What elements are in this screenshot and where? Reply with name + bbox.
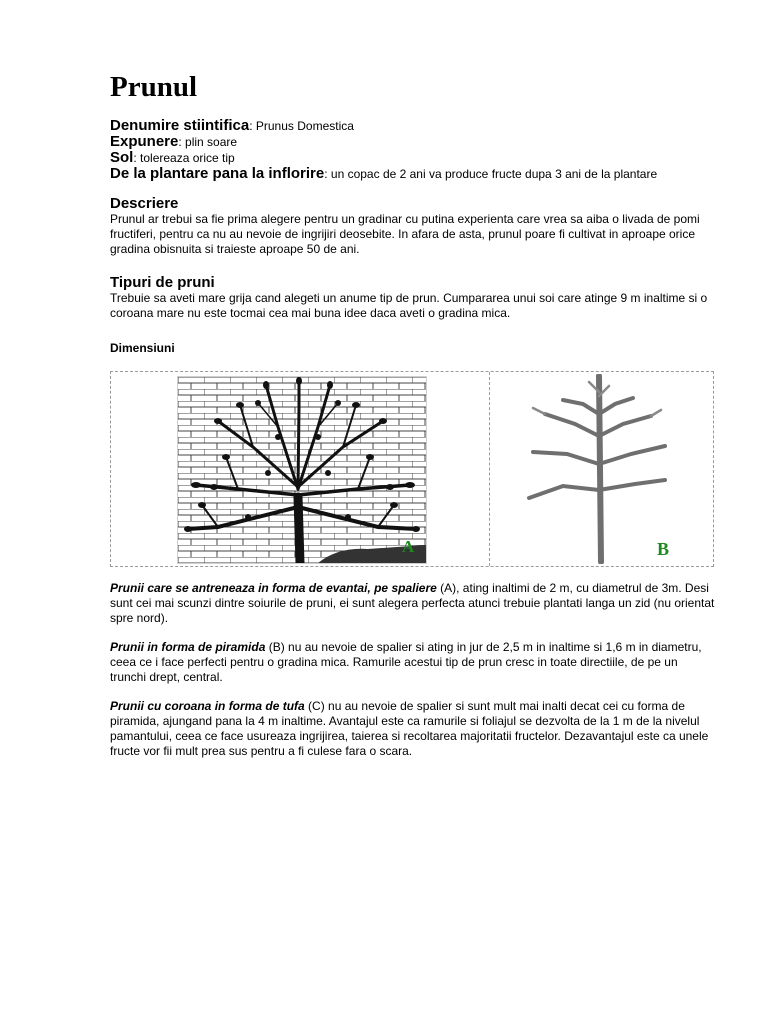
pyramid-tree-illustration xyxy=(493,374,713,564)
fact-soil: Sol: tolereaza orice tip xyxy=(110,149,235,166)
figure-divider xyxy=(489,372,490,566)
page-title: Prunul xyxy=(110,71,198,103)
section-heading: Descriere xyxy=(110,195,179,212)
figure-label-a: A xyxy=(402,537,415,556)
section-descriere xyxy=(110,195,716,257)
paragraph-rest: (C) nu au nevoie de spalier si sunt mult mai inalti decat cei cu forma de piramida, ajungand pana la 4 m inaltime. Avantajul este ca ramurile si foliajul se dezvolta de la 1 m de la nivelul pamantului, ceea ce face usureaza ingrijirea, taierea si recoltarea majoritatii fructelor. Dezavantajul este ca unele fructe vor fii mult prea sus pentru a fi culese fara o scara. xyxy=(110,699,709,758)
espalier-tree-illustration xyxy=(177,376,427,564)
section-heading: Tipuri de pruni xyxy=(110,274,215,291)
paragraph-pyramid xyxy=(110,640,716,685)
fact-value: plin soare xyxy=(185,135,238,149)
paragraph-bush xyxy=(110,699,716,759)
fact-key: Denumire stiintifica xyxy=(110,117,250,134)
paragraph-lead: Prunii in forma de piramida xyxy=(110,640,266,654)
document-body xyxy=(110,70,716,759)
section-text: Prunul ar trebui sa fie prima alegere pentru un gradinar cu putina experienta care vrea sa aiba o livada de pomi fructiferi, pentru ca nu au nevoie de ingrijiri deosebite. In afara de asta, prunul poare fi cultivat in aproape orice gradina obisnuita si traieste aproape 50 de ani. xyxy=(110,212,700,256)
tree-forms-figure xyxy=(110,371,714,567)
fact-planting-to-flowering: De la plantare pana la inflorire: un copac de 2 ani va produce fructe dupa 3 ani de la plantare xyxy=(110,165,658,182)
paragraph-lead: Prunii care se antreneaza in forma de evantai, pe spaliere xyxy=(110,581,437,595)
fact-key: Expunere xyxy=(110,133,179,150)
fact-exposure: Expunere: plin soare xyxy=(110,133,238,150)
paragraph-espalier xyxy=(110,581,716,626)
fact-value: Prunus Domestica xyxy=(255,119,354,133)
paragraph-rest: (A), ating inaltimi de 2 m, cu diametrul de 3m. Desi sunt cei mai scunzi dintre soiurile de pruni, ei sunt alegera perfecta atunci trebuie plantati langa un zid (nu orientat spre nord). xyxy=(110,581,715,625)
dimensiuni-label: Dimensiuni xyxy=(110,341,175,355)
paragraph-lead: Prunii cu coroana in forma de tufa xyxy=(110,699,305,713)
fact-scientific-name: Denumire stiintifica: Prunus Domestica xyxy=(110,117,354,134)
section-text: Trebuie sa aveti mare grija cand alegeti un anume tip de prun. Cumpararea unui soi care atinge 9 m inaltime si o coroana mare nu este tocmai cea mai buna idee daca aveti o gradina mica. xyxy=(110,291,708,320)
plant-facts xyxy=(110,118,716,182)
paragraph-rest: (B) nu au nevoie de spalier si ating in jur de 2,5 m in inaltime si 1,6 m in diametru, ceea ce i face perfecti pentru o gradina mica. Ramurile acestui tip de prun cresc in toate directiile, de pe un trunchi drept, central. xyxy=(110,640,702,684)
fact-key: De la plantare pana la inflorire xyxy=(110,165,325,182)
figure-label-b: B xyxy=(657,539,670,559)
fact-value: un copac de 2 ani va produce fructe dupa 3 ani de la plantare xyxy=(330,167,658,181)
fact-value: tolereaza orice tip xyxy=(140,151,235,165)
fact-key: Sol xyxy=(110,149,134,166)
section-tipuri xyxy=(110,274,716,321)
